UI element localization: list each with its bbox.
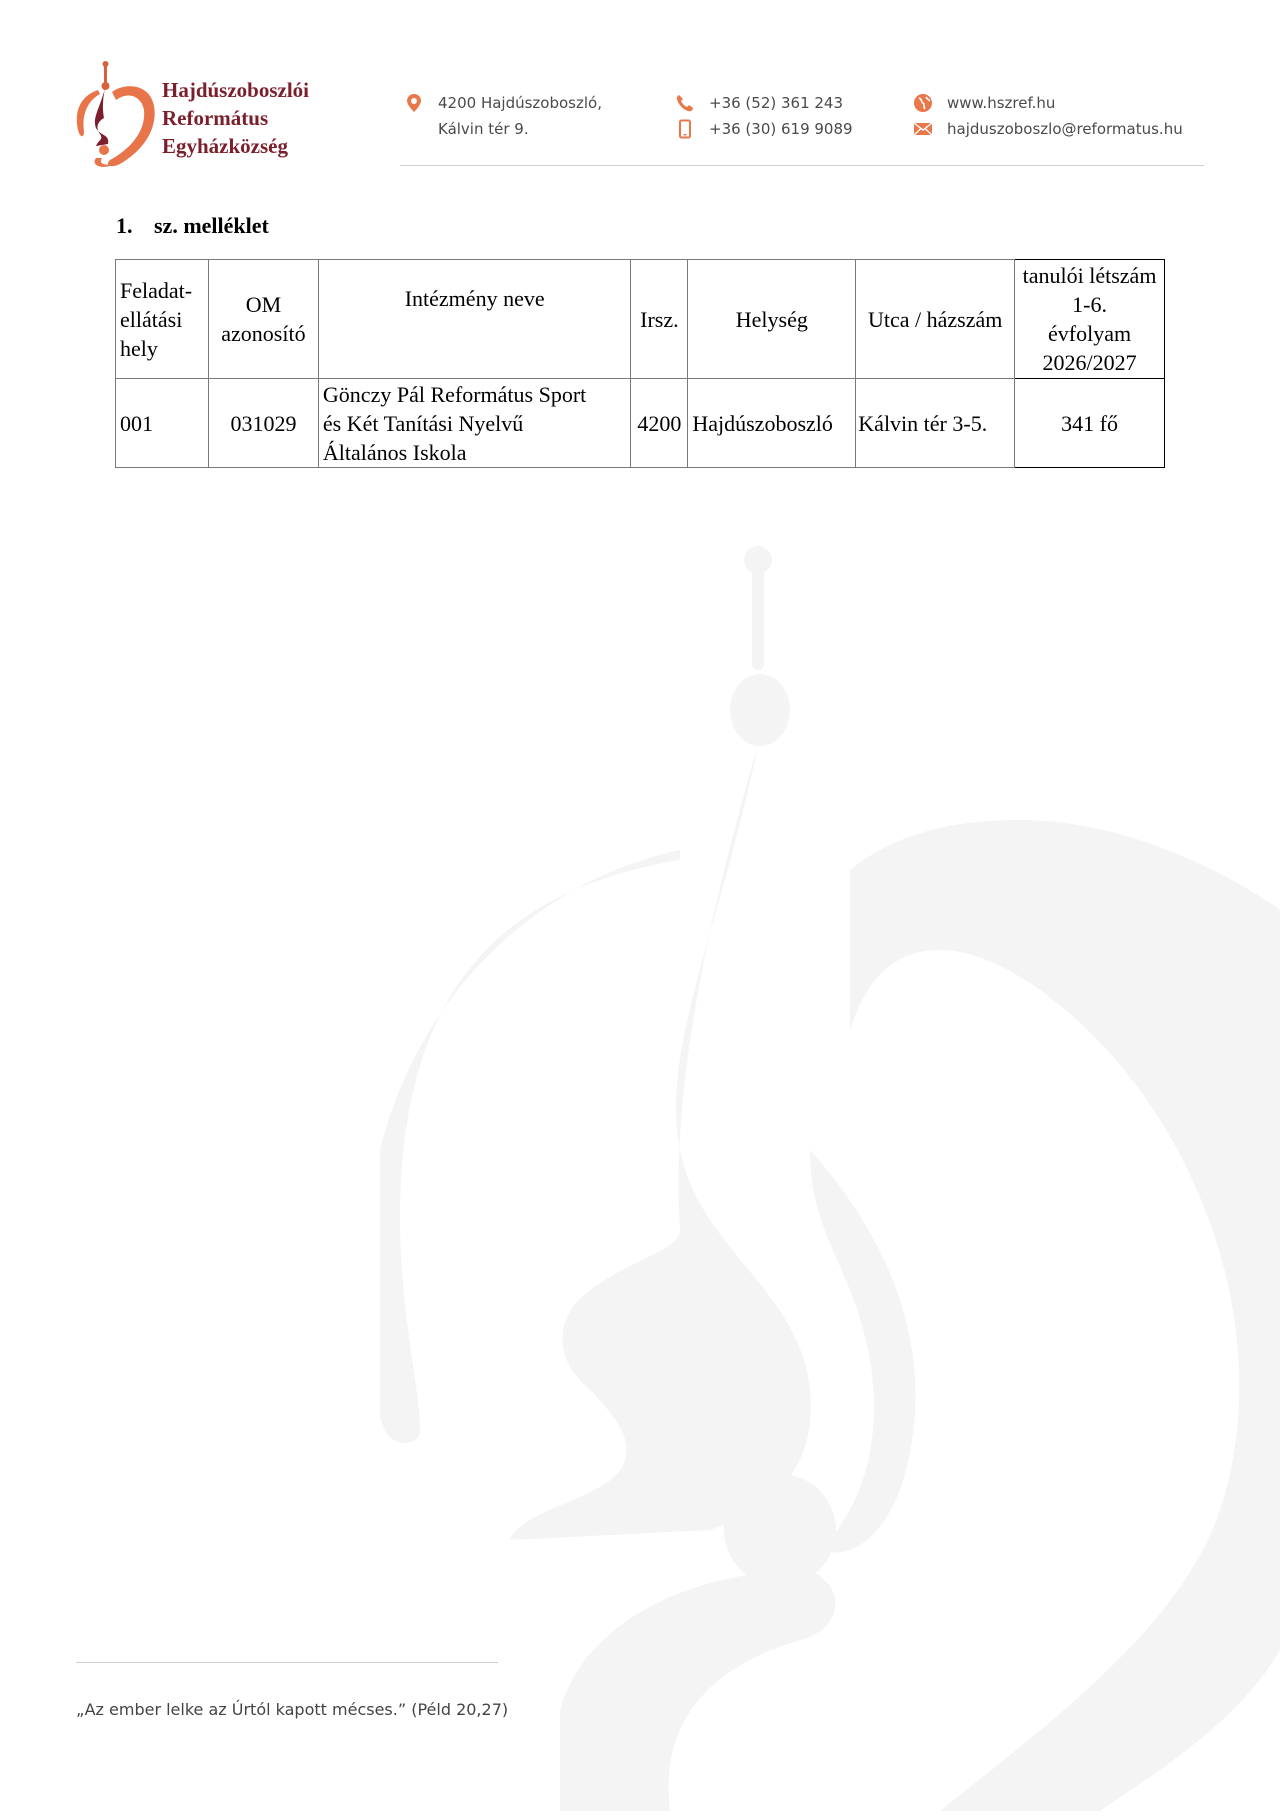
- logo-spire-tip: [103, 61, 109, 67]
- logo-flame: [95, 88, 108, 146]
- logo-heart-right: [108, 86, 155, 166]
- logo-drop: [99, 145, 109, 155]
- header-street: Utca / házszám: [856, 260, 1015, 379]
- header-city: Helység: [688, 260, 856, 379]
- header-om: OM azonosító: [208, 260, 318, 379]
- organization-logo: [74, 60, 334, 170]
- cell-om: 031029: [208, 379, 318, 468]
- annex-number: 1.: [116, 213, 133, 238]
- footer-divider: [76, 1662, 498, 1663]
- location-pin-icon: [404, 93, 424, 113]
- header-zip: Irsz.: [631, 260, 688, 379]
- globe-icon: [913, 93, 933, 113]
- contact-address: [404, 90, 602, 142]
- logo-heart-left: [77, 90, 100, 136]
- table-header-row: [116, 260, 1165, 379]
- annex-title-text: sz. melléklet: [154, 213, 269, 238]
- organization-name-line: Református: [162, 106, 269, 130]
- phone-mobile[interactable]: +36 (30) 619 9089: [709, 120, 853, 138]
- header-students: tanulói létszám 1-6. évfolyam 2026/2027: [1015, 260, 1165, 379]
- header-divider: [400, 165, 1204, 166]
- logo-emblem-icon: [74, 60, 169, 170]
- envelope-icon: [913, 119, 933, 139]
- logo-spire-ball: [102, 82, 110, 90]
- institution-table: [115, 259, 1165, 468]
- contact-phones: [675, 90, 853, 142]
- header-site: Feladat- ellátási hely: [116, 260, 209, 379]
- phone-landline[interactable]: +36 (52) 361 243: [709, 94, 844, 112]
- table-row: [116, 379, 1165, 468]
- cell-site: 001: [116, 379, 209, 468]
- contact-web-email: [913, 90, 1183, 142]
- mobile-phone-icon: [675, 119, 695, 139]
- background-watermark: [380, 530, 1280, 1811]
- organization-name-line: Egyházközség: [162, 134, 288, 158]
- cell-street: Kálvin tér 3-5.: [856, 379, 1015, 468]
- website-link[interactable]: www.hszref.hu: [947, 94, 1056, 112]
- address-line: Kálvin tér 9.: [438, 120, 529, 138]
- cell-institution: Gönczy Pál Református Sport és Két Tanítási Nyelvű Általános Iskola: [318, 379, 630, 468]
- organization-name: [162, 76, 309, 160]
- footer-quote: „Az ember lelke az Úrtól kapott mécses.” (Péld 20,27): [76, 1700, 509, 1719]
- cell-students: 341 fő: [1015, 379, 1165, 468]
- watermark-logo-graphic: [380, 530, 1280, 1811]
- cell-zip: 4200: [631, 379, 688, 468]
- phone-handset-icon: [675, 93, 695, 113]
- organization-name-line: Hajdúszoboszlói: [162, 78, 310, 102]
- email-link[interactable]: hajduszoboszlo@reformatus.hu: [947, 120, 1183, 138]
- address-line: 4200 Hajdúszoboszló,: [438, 94, 602, 112]
- header-institution: Intézmény neve: [318, 260, 630, 379]
- annex-title: [116, 213, 269, 239]
- cell-city: Hajdúszoboszló: [688, 379, 856, 468]
